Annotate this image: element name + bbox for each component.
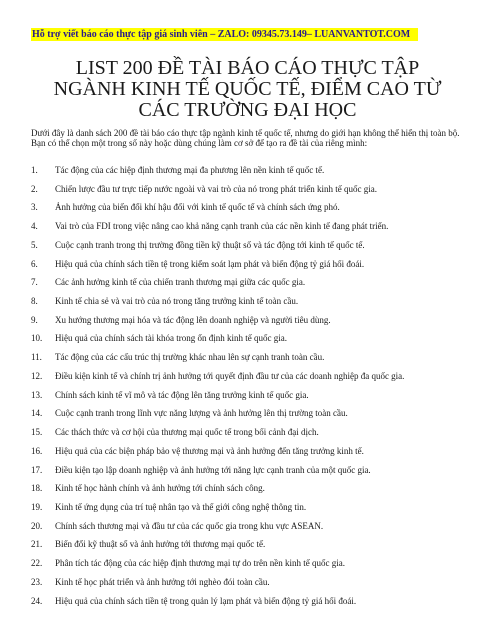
list-item [31,164,471,183]
list-item-number: 21. [31,539,43,550]
list-item [31,501,471,520]
document-title [20,58,475,121]
list-item-text: Chiến lược đầu tư trực tiếp nước ngoài và vai trò của nó trong phát triển kinh tế quốc gia. [55,183,377,194]
list-item [31,389,471,408]
list-item [31,595,471,614]
list-item-text: Hiệu quả của các biện pháp bảo vệ thương mại và ảnh hưởng đến tăng trưởng kinh tế. [55,445,364,456]
list-item-text: Tác động của các cấu trúc thị trường khác nhau lên sự cạnh tranh toàn cầu. [55,352,325,363]
list-item-number: 3. [31,202,38,213]
list-item-number: 4. [31,221,38,232]
promo-banner: Hỗ trợ viết báo cáo thực tập giá sinh viên – ZALO: 09345.73.149– LUANVANTOT.COM [31,28,418,41]
list-item-number: 15. [31,427,43,438]
list-item-number: 19. [31,501,43,512]
list-item-number: 23. [31,576,43,587]
list-item-number: 11. [31,352,42,363]
list-item [31,370,471,389]
list-item-text: Hiệu quả của chính sách tiền tệ trong kiểm soát lạm phát và biến động tỷ giá hối đoái. [55,258,365,269]
list-item-text: Cuộc cạnh tranh trong thị trường đồng tiền kỹ thuật số và tác động tới kinh tế quốc tế. [55,239,365,250]
list-item-number: 20. [31,520,43,531]
list-item-number: 7. [31,277,38,288]
list-item-text: Vai trò của FDI trong việc nâng cao khả năng cạnh tranh của các nền kinh tế đang phát triển. [55,221,389,232]
list-item [31,520,471,539]
list-item-text: Chính sách thương mại và đầu tư của các quốc gia trong khu vực ASEAN. [55,520,324,531]
list-item-number: 10. [31,333,43,344]
title-line-3: CÁC TRƯỜNG ĐẠI HỌC [138,99,357,121]
list-item-text: Biến đổi kỹ thuật số và ảnh hưởng tới thương mại quốc tế. [55,539,266,550]
list-item-number: 5. [31,239,38,250]
list-item-text: Cuộc cạnh tranh trong lĩnh vực năng lượng và ảnh hưởng lên thị trường toàn cầu. [55,408,348,419]
list-item-text: Hiệu quả của chính sách tài khóa trong ổn định kinh tế quốc gia. [55,333,287,344]
list-item-text: Phân tích tác động của các hiệp định thương mại tự do trên nền kinh tế quốc gia. [55,558,345,569]
list-item-number: 17. [31,464,43,475]
topic-list [31,164,471,613]
list-item-number: 6. [31,258,38,269]
list-item-number: 14. [31,408,43,419]
list-item-text: Chính sách kinh tế vĩ mô và tác động lên tăng trưởng kinh tế quốc gia. [55,389,309,400]
list-item [31,538,471,557]
list-item [31,220,471,239]
list-item-number: 8. [31,296,38,307]
list-item [31,201,471,220]
list-item [31,351,471,370]
list-item [31,576,471,595]
list-item [31,482,471,501]
list-item [31,332,471,351]
list-item-text: Tác động của các hiệp định thương mại đa phương lên nền kinh tế quốc tế. [55,165,325,175]
list-item-number: 22. [31,558,43,569]
list-item-text: Các ảnh hưởng kinh tế của chiến tranh thương mại giữa các quốc gia. [55,277,306,288]
list-item-number: 13. [31,389,43,400]
title-line-2: NGÀNH KINH TẾ QUỐC TẾ, ĐIỂM CAO TỪ [53,78,442,100]
list-item [31,276,471,295]
list-item-number: 24. [31,595,43,606]
list-item [31,464,471,483]
list-item-number: 9. [31,314,38,325]
list-item-text: Ảnh hưởng của biến đổi khí hậu đối với kinh tế quốc tế và chính sách ứng phó. [55,202,340,213]
list-item [31,557,471,576]
list-item-text: Kinh tế chia sẻ và vai trò của nó trong tăng trưởng kinh tế toàn cầu. [55,296,299,307]
list-item [31,239,471,258]
list-item-number: 18. [31,483,43,494]
list-item-text: Điều kiện tạo lập doanh nghiệp và ảnh hưởng tới năng lực cạnh tranh của một quốc gia. [55,464,371,475]
list-item-number: 12. [31,370,43,381]
list-item-text: Hiệu quả của chính sách tiền tệ trong quản lý lạm phát và biến động tỷ giá hối đoái. [55,595,357,606]
list-item [31,258,471,277]
list-item [31,295,471,314]
list-item-text: Kinh tế học hành chính và ảnh hưởng tới chính sách công. [55,483,265,494]
list-item-text: Các thách thức và cơ hội của thương mại quốc tế trong bối cảnh đại dịch. [55,427,319,438]
title-line-1: LIST 200 ĐỀ TÀI BÁO CÁO THỰC TẬP [75,57,420,79]
list-item-number: 1. [31,165,38,175]
list-item-text: Kinh tế học phát triển và ảnh hưởng tới nghèo đói toàn cầu. [55,576,270,587]
intro-paragraph: Dưới đây là danh sách 200 đề tài báo cáo thực tập ngành kinh tế quốc tế, nhưng do giới hạn không thể hiển thị toàn bộ. Bạn có thể chọn một trong số này hoặc dùng chúng làm cơ sở để tạo ra đề tài của riêng mình: [31,128,460,148]
list-item-text: Điều kiện kinh tế và chính trị ảnh hưởng tới quyết định đầu tư của các doanh nghiệp đa quốc gia. [55,370,405,381]
list-item [31,314,471,333]
list-item-text: Xu hướng thương mại hóa và tác động lên doanh nghiệp và người tiêu dùng. [55,314,331,325]
list-item-number: 2. [31,183,38,194]
list-item-number: 16. [31,445,43,456]
list-item [31,445,471,464]
list-item [31,407,471,426]
list-item [31,183,471,202]
list-item-text: Kinh tế ứng dụng của trí tuệ nhân tạo và thế giới công nghệ thông tin. [55,501,307,512]
list-item [31,426,471,445]
